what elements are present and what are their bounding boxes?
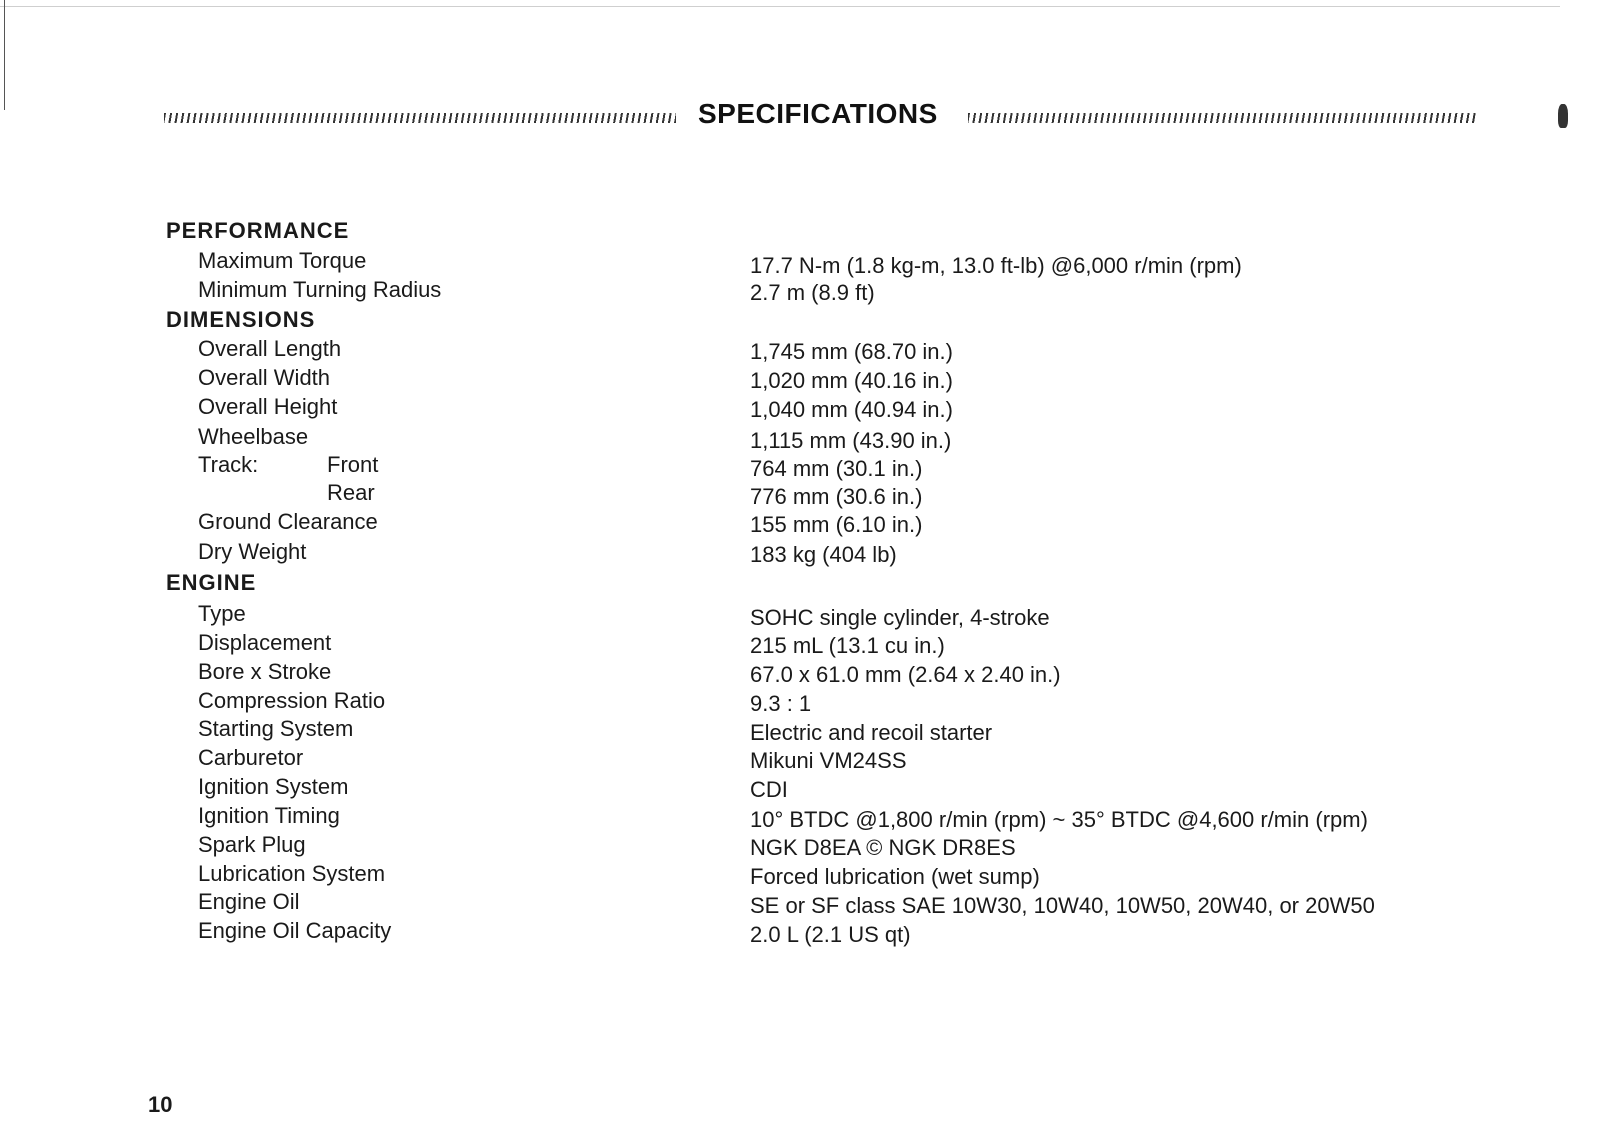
spec-value: 155 mm (6.10 in.) <box>750 512 923 537</box>
spec-value: 2.7 m (8.9 ft) <box>750 280 875 305</box>
spec-value: 9.3 : 1 <box>750 691 812 716</box>
spec-label: Bore x Stroke <box>198 659 332 684</box>
spec-label: Compression Ratio <box>198 688 386 713</box>
spec-label: Ignition Timing <box>198 803 340 828</box>
spec-sublabel: Rear <box>327 480 375 505</box>
spec-label: Starting System <box>198 716 354 741</box>
header-rule-right <box>968 113 1478 123</box>
spec-value: 764 mm (30.1 in.) <box>750 456 923 481</box>
page-title: SPECIFICATIONS <box>698 98 938 129</box>
spec-label: Overall Width <box>198 365 331 390</box>
spec-label: Spark Plug <box>198 832 306 857</box>
spec-value: 215 mL (13.1 cu in.) <box>750 633 945 658</box>
section-heading-engine: ENGINE <box>166 570 257 595</box>
spec-label: Ignition System <box>198 774 349 799</box>
spec-value: 1,115 mm (43.90 in.) <box>750 428 952 453</box>
spec-label: Track: <box>198 452 259 477</box>
section-heading-dimensions: DIMENSIONS <box>166 307 316 332</box>
spec-label: Overall Length <box>198 336 342 361</box>
spec-value: CDI <box>750 777 788 802</box>
section-heading-performance: PERFORMANCE <box>166 218 350 243</box>
spec-value: SE or SF class SAE 10W30, 10W40, 10W50, 20W40, or 20W50 <box>750 893 1375 918</box>
spec-value: 1,040 mm (40.94 in.) <box>750 397 953 422</box>
spec-sublabel: Front <box>327 452 379 477</box>
page-top-edge <box>0 6 1560 7</box>
spec-value: 776 mm (30.6 in.) <box>750 484 923 509</box>
spec-label: Engine Oil Capacity <box>198 918 392 943</box>
spec-value: Electric and recoil starter <box>750 720 993 745</box>
spec-label: Wheelbase <box>198 424 309 449</box>
spec-value: 1,020 mm (40.16 in.) <box>750 368 953 393</box>
spec-label: Ground Clearance <box>198 509 378 534</box>
spec-label: Carburetor <box>198 745 304 770</box>
page-number: 10 <box>148 1092 173 1117</box>
spec-label: Engine Oil <box>198 889 300 914</box>
spec-value: 10° BTDC @1,800 r/min (rpm) ~ 35° BTDC @4,600 r/min (rpm) <box>750 807 1368 832</box>
spec-value: 1,745 mm (68.70 in.) <box>750 339 953 364</box>
spec-value: Forced lubrication (wet sump) <box>750 864 1040 889</box>
page-left-edge <box>4 0 5 110</box>
spec-value: 2.0 L (2.1 US qt) <box>750 922 911 947</box>
spec-label: Dry Weight <box>198 539 307 564</box>
spec-value: 17.7 N-m (1.8 kg-m, 13.0 ft-lb) @6,000 r/min (rpm) <box>750 253 1242 278</box>
header-rule-left <box>164 113 676 123</box>
spec-label: Lubrication System <box>198 861 386 886</box>
spec-value: NGK D8EA © NGK DR8ES <box>750 835 1016 860</box>
spec-value: 183 kg (404 lb) <box>750 542 897 567</box>
spec-label: Overall Height <box>198 394 338 419</box>
page-header <box>0 98 1600 138</box>
spec-value: Mikuni VM24SS <box>750 748 907 773</box>
spec-value: SOHC single cylinder, 4-stroke <box>750 605 1050 630</box>
spec-label: Displacement <box>198 630 332 655</box>
spec-label: Maximum Torque <box>198 248 367 273</box>
spec-label: Type <box>198 601 246 626</box>
spec-value: 67.0 x 61.0 mm (2.64 x 2.40 in.) <box>750 662 1061 687</box>
spec-label: Minimum Turning Radius <box>198 277 442 302</box>
